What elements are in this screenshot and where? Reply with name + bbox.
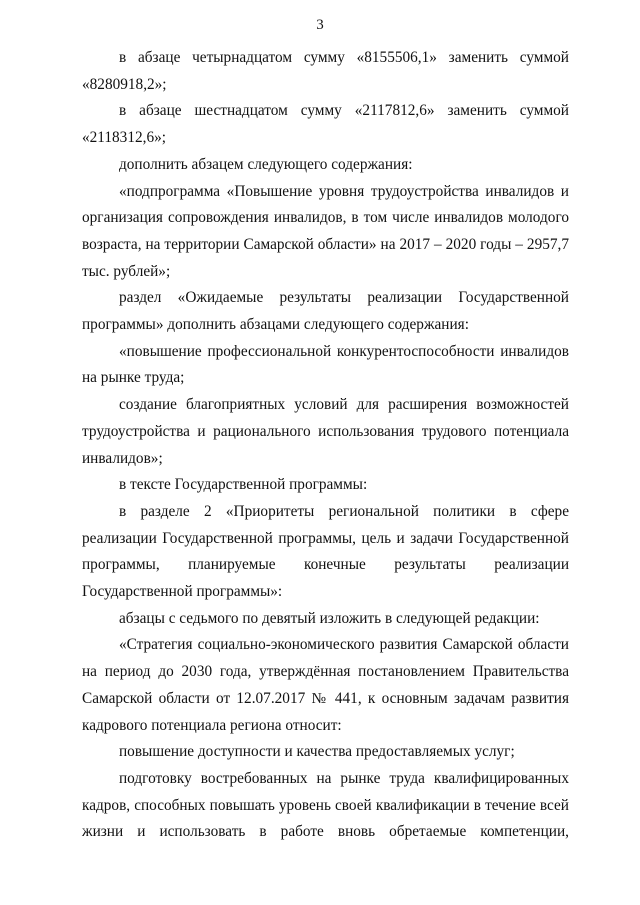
paragraph-competitiveness: «повышение профессиональной конкурентоспособности инвалидов на рынке труда; [82, 342, 569, 387]
page-number: 3 [316, 17, 324, 33]
paragraph-program-text: в тексте Государственной программы: [119, 476, 368, 494]
paragraph-training: подготовку востребованных на рынке труда квалифицированных кадров, способных повышать уровень своей квалификации в течение всей жизни и использовать в работе вновь обретаемые компетенции, [82, 769, 569, 841]
paragraph-favorable-conditions: создание благоприятных условий для расширения возможностей трудоустройства и рационального использования трудового потенциала инвалидов»; [82, 396, 569, 467]
paragraph-sum-sixteenth: в абзаце шестнадцатом сумму «2117812,6» заменить суммой «2118312,6»; [82, 102, 569, 147]
paragraph-section-2: в разделе 2 «Приоритеты региональной политики в сфере реализации Государственной программы, цель и задачи Государственной программы, планируемые конечные результаты реализации Государственной программы»: [82, 502, 569, 601]
paragraph-subprogram: «подпрограмма «Повышение уровня трудоустройства инвалидов и организация сопровождения инвалидов, в том числе инвалидов молодого возраста, на территории Самарской области» на 2017 – 2020 годы – 2957,7 тыс. рублей»; [82, 182, 569, 280]
paragraph-strategy: «Стратегия социально-экономического развития Самарской области на период до 2030 года, утверждённая постановлением Правительства Самарской области от 12.07.2017 № 441, к основным задачам развития кадрового потенциала региона относит: [82, 636, 569, 734]
paragraph-accessibility: повышение доступности и качества предоставляемых услуг; [119, 743, 515, 761]
paragraph-add-clause: дополнить абзацем следующего содержания: [119, 155, 413, 173]
document-body [82, 45, 569, 846]
paragraph-expected-results: раздел «Ожидаемые результаты реализации Государственной программы» дополнить абзацами следующего содержания: [82, 289, 569, 334]
paragraph-replace-7-9: абзацы с седьмого по девятый изложить в следующей редакции: [119, 609, 540, 627]
paragraph-sum-fourteenth: в абзаце четырнадцатом сумму «8155506,1» заменить суммой «8280918,2»; [82, 49, 569, 93]
